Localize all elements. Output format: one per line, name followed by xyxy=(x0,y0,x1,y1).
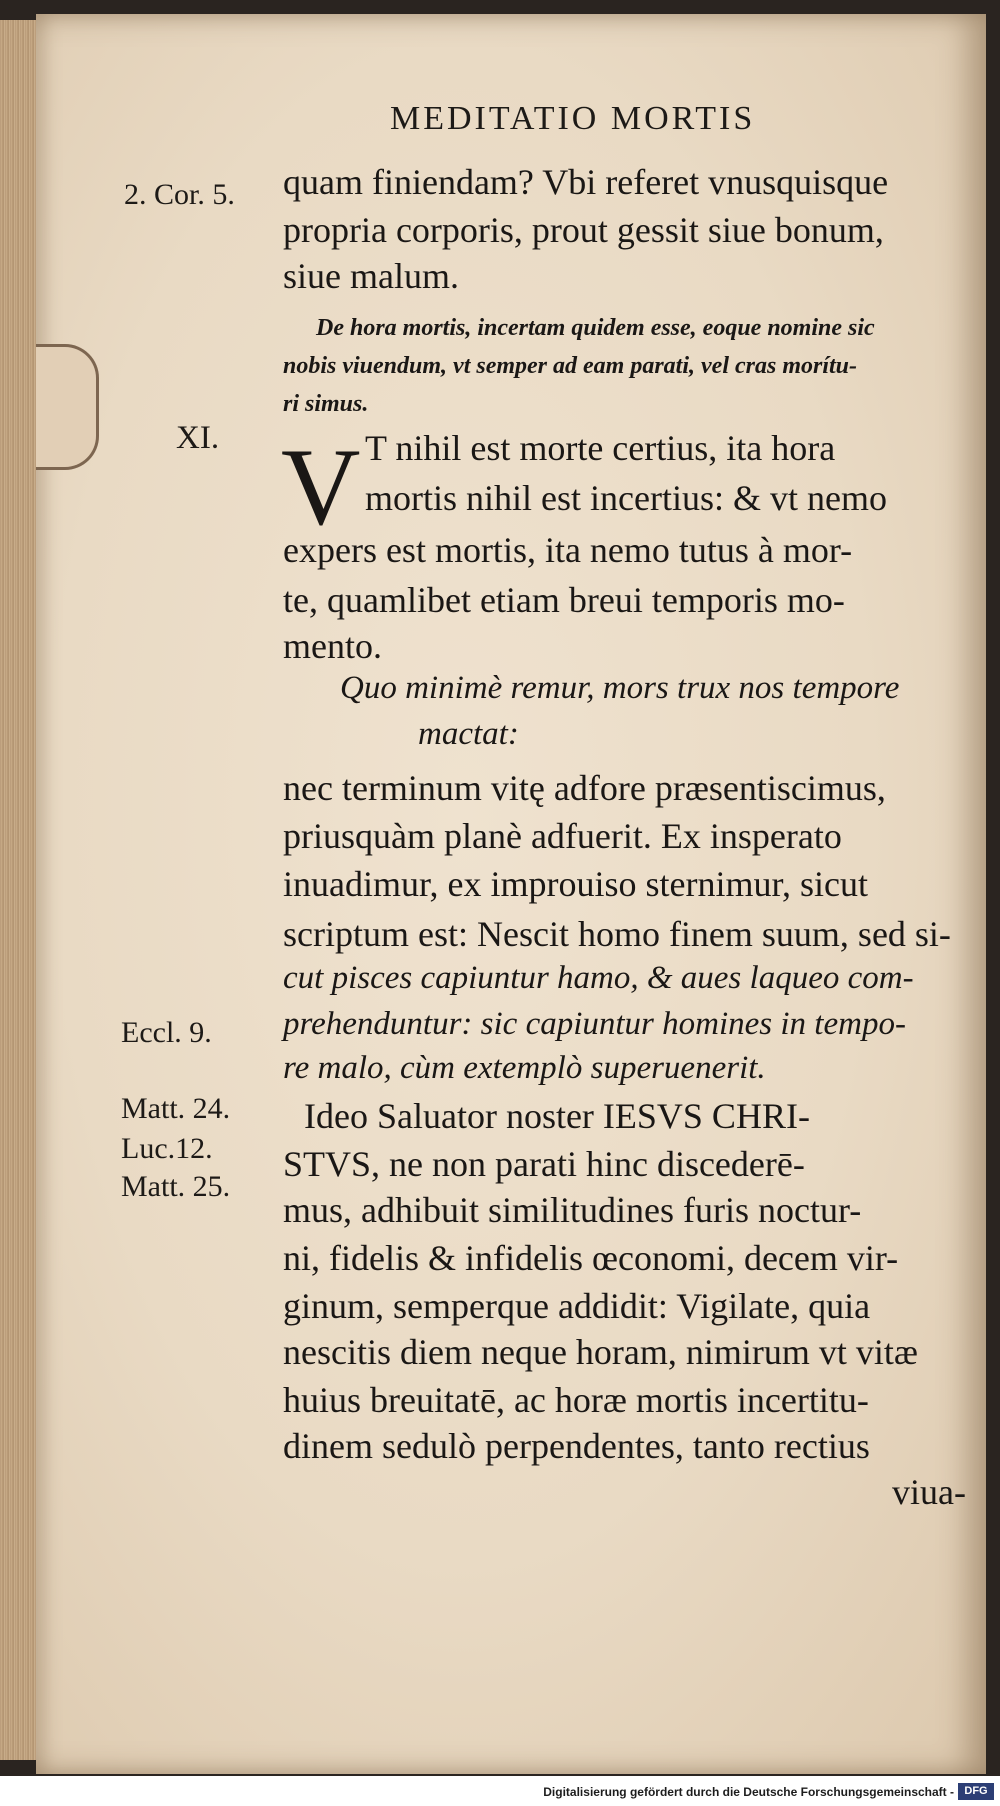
catchword: viua- xyxy=(892,1472,966,1512)
text-line: siue malum. xyxy=(283,256,459,296)
margin-note-chapter: XI. xyxy=(176,420,220,456)
text-line: nec terminum vitę adfore præsentiscimus, xyxy=(283,768,886,808)
quotation-line: re malo, cùm extemplò superuenerit. xyxy=(283,1050,766,1086)
digitization-credit: Digitalisierung gefördert durch die Deutsche Forschungsgemeinschaft - xyxy=(543,1785,954,1799)
dfg-logo: DFG xyxy=(958,1783,994,1800)
margin-note-cor: 2. Cor. 5. xyxy=(124,178,235,211)
drop-capital: V xyxy=(281,426,361,548)
text-line: mento. xyxy=(283,626,382,666)
chapter-summary: nobis viuendum, vt semper ad eam parati, vel cras morítu- xyxy=(283,353,857,379)
chapter-summary: ri simus. xyxy=(283,391,369,417)
text-line: STVS, ne non parati hinc discederē- xyxy=(283,1144,805,1184)
text-line: propria corporis, prout gessit siue bonum, xyxy=(283,210,884,250)
verse-line: Quo minimè remur, mors trux nos tempore xyxy=(340,670,900,706)
page-tab-marker xyxy=(36,344,99,470)
text-line: te, quamlibet etiam breui temporis mo- xyxy=(283,580,845,620)
text-line: ginum, semperque addidit: Vigilate, quia xyxy=(283,1286,871,1326)
verse-line: mactat: xyxy=(418,716,519,752)
text-line: nescitis diem neque horam, nimirum vt vitæ xyxy=(283,1332,918,1372)
margin-note-matt25: Matt. 25. xyxy=(121,1170,231,1203)
text-line: priusquàm planè adfuerit. Ex insperato xyxy=(283,816,842,856)
text-line: mortis nihil est incertius: & vt nemo xyxy=(365,478,887,518)
text-line: Ideo Saluator noster IESVS CHRI- xyxy=(304,1096,810,1136)
margin-note-luc: Luc.12. xyxy=(121,1132,213,1165)
text-line: dinem sedulò perpendentes, tanto rectius xyxy=(283,1426,870,1466)
text-line: T nihil est morte certius, ita hora xyxy=(365,428,836,468)
text-line: quam finiendam? Vbi referet vnusquisque xyxy=(283,162,889,202)
text-line: inuadimur, ex improuiso sternimur, sicut xyxy=(283,864,869,904)
chapter-summary: De hora mortis, incertam quidem esse, eoque nomine sic xyxy=(316,315,875,341)
text-line: mus, adhibuit similitudines furis noctur- xyxy=(283,1190,862,1230)
running-title: MEDITATIO MORTIS xyxy=(390,100,756,137)
text-line: ni, fidelis & infidelis œconomi, decem vir- xyxy=(283,1238,899,1278)
text-line: scriptum est: Nescit homo finem suum, sed si- xyxy=(283,914,951,954)
margin-note-matt24: Matt. 24. xyxy=(121,1092,231,1125)
quotation-line: prehenduntur: sic capiuntur homines in tempo- xyxy=(283,1006,906,1042)
margin-note-eccl: Eccl. 9. xyxy=(121,1016,212,1049)
text-line: expers est mortis, ita nemo tutus à mor- xyxy=(283,530,853,570)
text-line: huius breuitatē, ac horæ mortis incertitu- xyxy=(283,1380,869,1420)
quotation-line: cut pisces capiuntur hamo, & aues laqueo com- xyxy=(283,960,914,996)
